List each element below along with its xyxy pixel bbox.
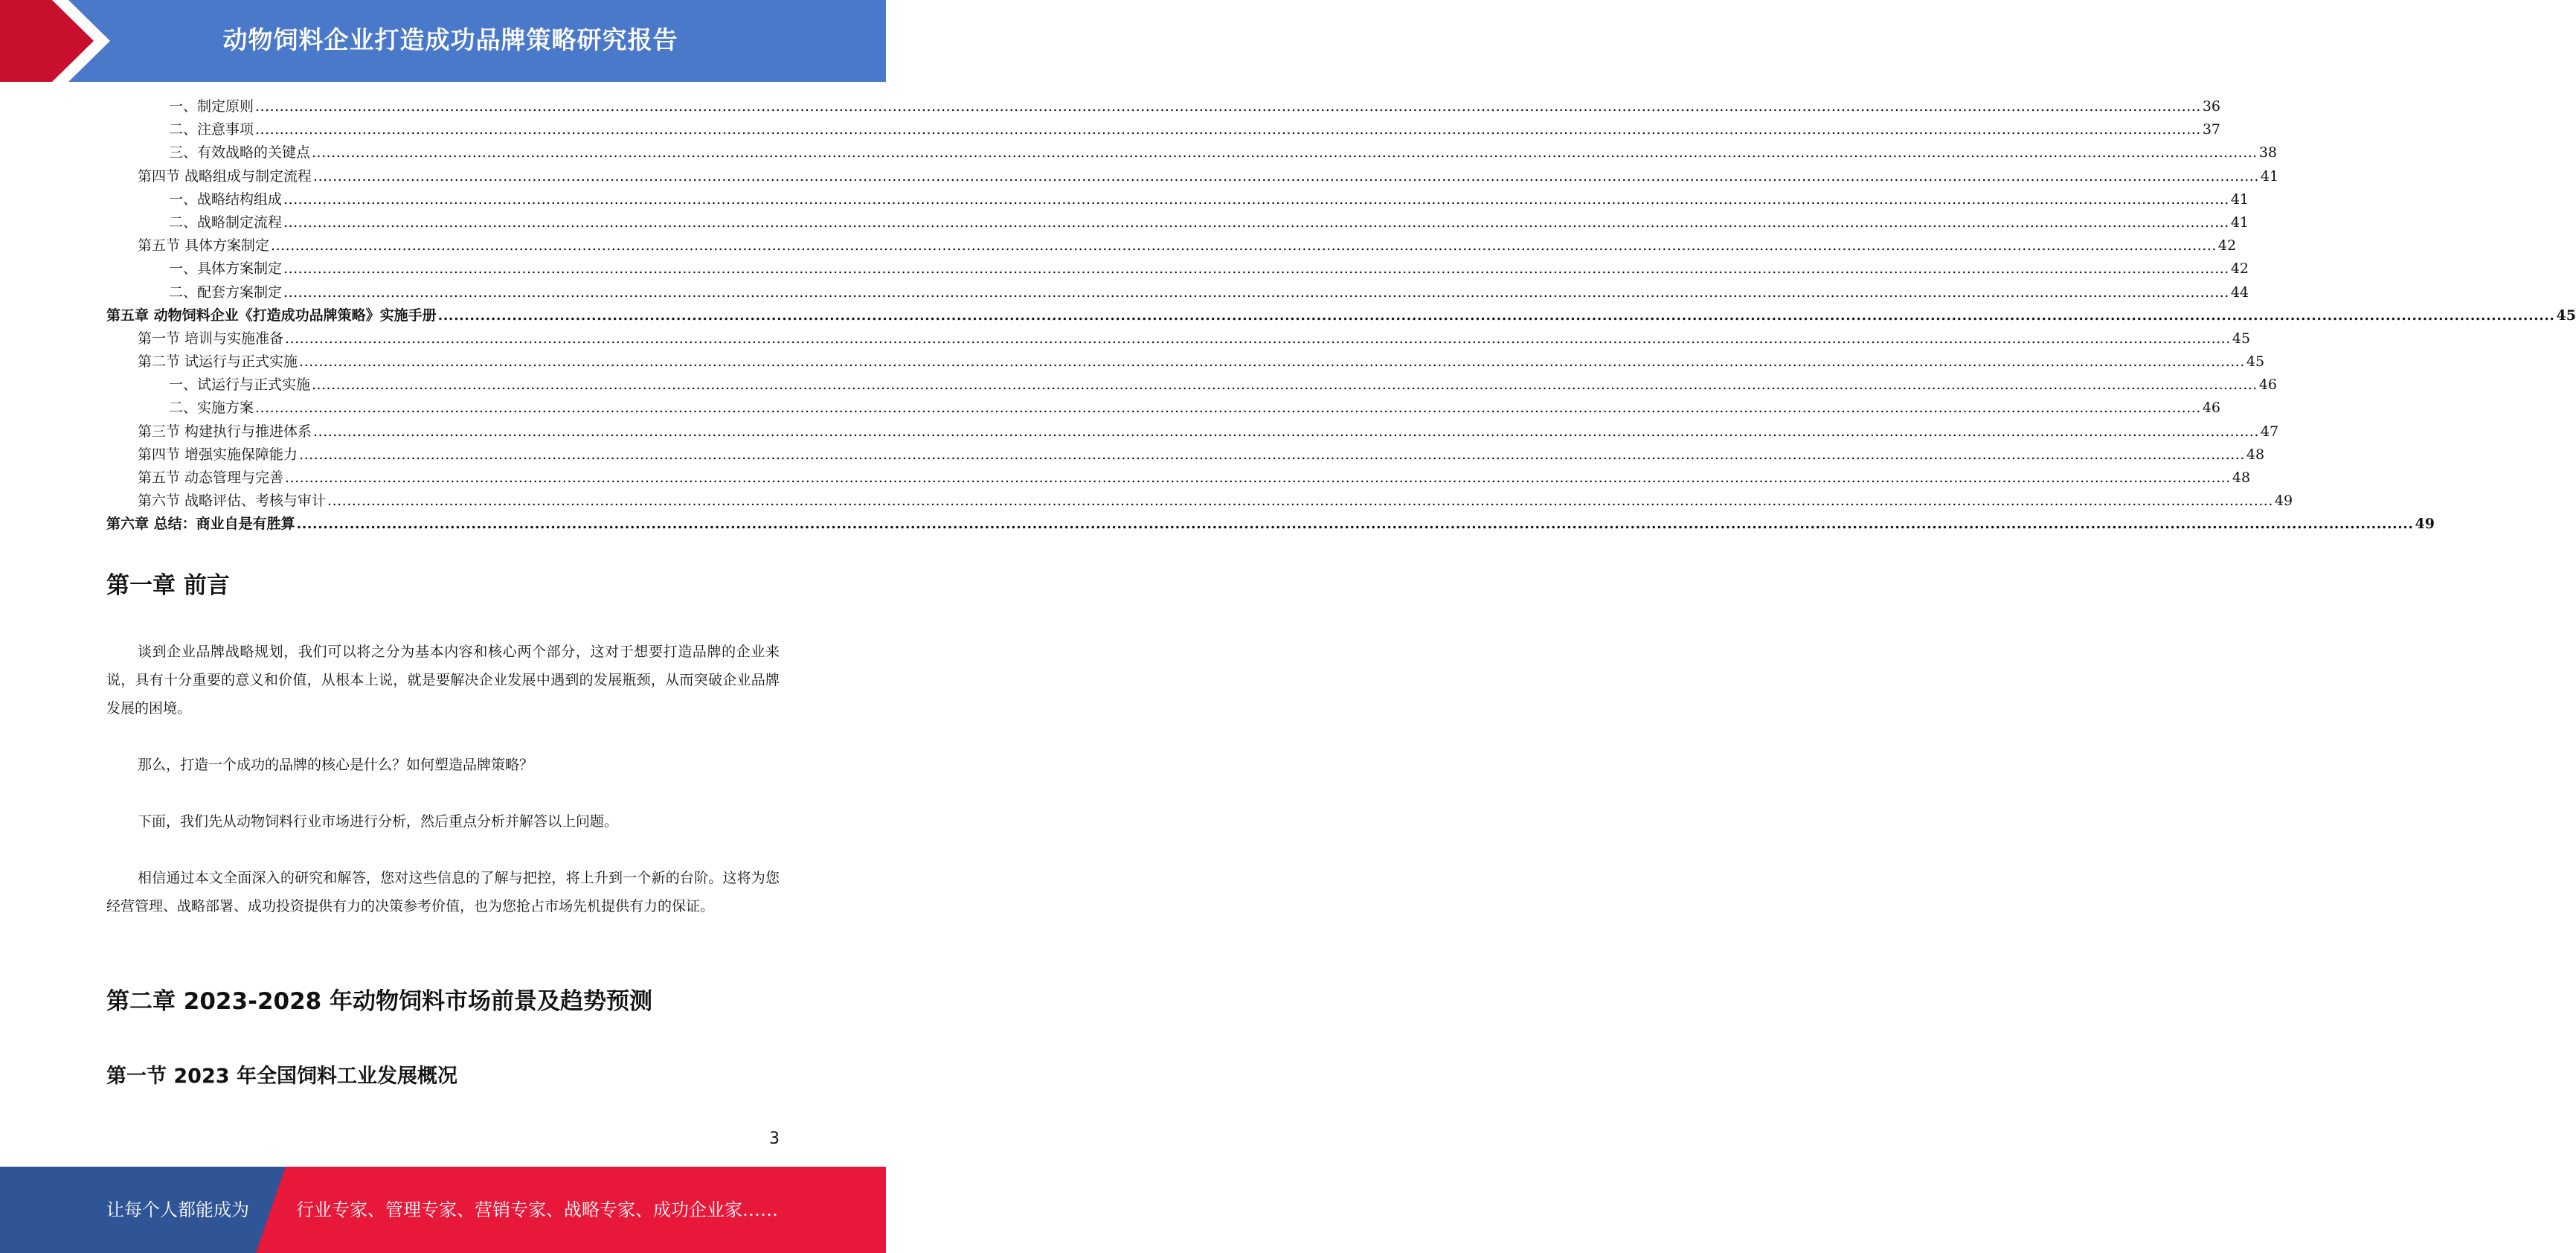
footer-slogan-left: 让每个人都能成为 — [106, 1199, 249, 1220]
toc-entry-page: 48 — [2246, 446, 2265, 463]
toc-entry-page: 49 — [2415, 516, 2435, 533]
chapter-1-title: 第一章 前言 — [106, 572, 230, 599]
toc-entry[interactable] — [106, 95, 2221, 118]
toc-entry-page: 41 — [2230, 190, 2249, 208]
toc-entry-label: 第四节 战略组成与制定流程 — [138, 167, 312, 185]
toc-dot-leader: ................................................................................................................................................................................................................................................................................................................................................................................................................ — [296, 516, 2414, 533]
toc-entry[interactable] — [106, 304, 2576, 327]
toc-entry-page: 41 — [2260, 167, 2279, 185]
toc-dot-leader: ................................................................................................................................................................................................................................................................................................................................................................................................................ — [299, 353, 2245, 371]
toc-entry-page: 42 — [2230, 260, 2249, 278]
paragraph-1: 谈到企业品牌战略规划，我们可以将之分为基本内容和核心两个部分，这对于想要打造品牌的企业来说，具有十分重要的意义和价值，从根本上说，就是要解决企业发展中遇到的发展瓶颈，从而突破企业品牌发展的困境。 — [106, 644, 780, 717]
paragraph-4: 相信通过本文全面深入的研究和解答，您对这些信息的了解与把控，将上升到一个新的台阶。这将为您经营管理、战略部署、成功投资提供有力的决策参考价值，也为您抢占市场先机提供有力的保证。 — [106, 870, 780, 914]
toc-entry-label: 二、注意事项 — [169, 121, 254, 138]
toc-entry[interactable] — [106, 141, 2278, 164]
toc-entry[interactable] — [106, 118, 2221, 141]
toc-dot-leader: ................................................................................................................................................................................................................................................................................................................................................................................................................ — [285, 470, 2231, 486]
toc-dot-leader: ................................................................................................................................................................................................................................................................................................................................................................................................................ — [285, 330, 2231, 347]
toc-entry[interactable] — [106, 374, 2278, 397]
toc-entry-page: 45 — [2232, 330, 2251, 347]
toc-entry-page: 45 — [2246, 353, 2265, 371]
toc-dot-leader: ................................................................................................................................................................................................................................................................................................................................................................................................................ — [255, 98, 2201, 115]
toc-entry-page: 41 — [2230, 214, 2249, 231]
toc-entry-page: 37 — [2202, 121, 2221, 138]
toc-entry-label: 第五节 具体方案制定 — [138, 237, 270, 254]
toc-dot-leader: ................................................................................................................................................................................................................................................................................................................................................................................................................ — [255, 400, 2201, 417]
toc-entry-label: 第三节 构建执行与推进体系 — [138, 423, 312, 440]
toc-entry-page: 44 — [2230, 283, 2249, 301]
toc-dot-leader: ................................................................................................................................................................................................................................................................................................................................................................................................................ — [327, 493, 2273, 510]
toc-entry[interactable] — [106, 281, 2249, 304]
toc-entry-label: 一、制定原则 — [169, 98, 254, 115]
toc-dot-leader: ................................................................................................................................................................................................................................................................................................................................................................................................................ — [271, 237, 2217, 254]
paragraph-2: 那么，打造一个成功的品牌的核心是什么？如何塑造品牌策略？ — [138, 757, 534, 773]
toc-entry[interactable] — [106, 490, 2293, 513]
toc-dot-leader: ................................................................................................................................................................................................................................................................................................................................................................................................................ — [313, 167, 2259, 185]
toc-entry-label: 第一节 培训与实施准备 — [138, 330, 284, 347]
toc-dot-leader: ................................................................................................................................................................................................................................................................................................................................................................................................................ — [313, 423, 2259, 440]
toc-dot-leader: ................................................................................................................................................................................................................................................................................................................................................................................................................ — [283, 190, 2229, 208]
toc-entry[interactable] — [106, 443, 2265, 467]
toc-entry[interactable] — [106, 257, 2249, 281]
page-number: 3 — [769, 1129, 780, 1148]
toc-entry[interactable] — [106, 211, 2249, 234]
toc-entry-page: 38 — [2258, 144, 2278, 161]
toc-entry-label: 二、配套方案制定 — [169, 283, 283, 301]
toc-dot-leader: ................................................................................................................................................................................................................................................................................................................................................................................................................ — [283, 214, 2229, 231]
toc-dot-leader: ................................................................................................................................................................................................................................................................................................................................................................................................................ — [255, 121, 2201, 138]
toc-entry-page: 46 — [2202, 400, 2221, 417]
toc-entry-page: 47 — [2260, 423, 2279, 440]
toc-entry-label: 第五章 动物饲料企业《打造成功品牌策略》实施手册 — [106, 307, 437, 324]
toc-entry[interactable] — [106, 513, 2435, 536]
section-1-title: 第一节 2023 年全国饲料工业发展概况 — [106, 1065, 457, 1088]
toc-dot-leader: ................................................................................................................................................................................................................................................................................................................................................................................................................ — [299, 446, 2245, 463]
toc-entry-label: 一、试运行与正式实施 — [169, 376, 311, 394]
toc-entry-label: 第六章 总结：商业自是有胜算 — [106, 516, 295, 533]
toc-entry-page: 45 — [2556, 307, 2576, 324]
toc-entry-label: 二、实施方案 — [169, 400, 254, 417]
toc-entry-label: 第二节 试运行与正式实施 — [138, 353, 298, 371]
toc-entry-page: 36 — [2202, 98, 2221, 115]
report-title: 动物饲料企业打造成功品牌策略研究报告 — [222, 25, 678, 54]
toc-dot-leader: ................................................................................................................................................................................................................................................................................................................................................................................................................ — [437, 307, 2555, 324]
toc-entry-label: 一、具体方案制定 — [169, 260, 283, 278]
toc-entry[interactable] — [106, 327, 2251, 350]
toc-entry[interactable] — [106, 165, 2279, 188]
toc-dot-leader: ................................................................................................................................................................................................................................................................................................................................................................................................................ — [283, 283, 2229, 301]
toc-entry[interactable] — [106, 420, 2279, 443]
toc-entry[interactable] — [106, 234, 2237, 257]
footer-band — [0, 1167, 886, 1253]
header-band — [0, 0, 886, 82]
toc-entry[interactable] — [106, 397, 2221, 420]
toc-dot-leader: ................................................................................................................................................................................................................................................................................................................................................................................................................ — [283, 260, 2229, 278]
toc-entry-label: 二、战略制定流程 — [169, 214, 283, 231]
toc-entry-label: 一、战略结构组成 — [169, 190, 283, 208]
toc-entry[interactable] — [106, 188, 2249, 211]
toc-entry-label: 第六节 战略评估、考核与审计 — [138, 493, 327, 510]
toc-entry-label: 第五节 动态管理与完善 — [138, 470, 284, 486]
footer-slogan-right: 行业专家、管理专家、营销专家、战略专家、成功企业家…… — [296, 1199, 778, 1220]
toc-entry[interactable] — [106, 467, 2251, 490]
chapter-2-title: 第二章 2023-2028 年动物饲料市场前景及趋势预测 — [106, 988, 653, 1015]
toc-entry-page: 49 — [2274, 493, 2293, 510]
toc-entry-label: 三、有效战略的关键点 — [169, 144, 311, 161]
toc-entry-page: 46 — [2258, 376, 2278, 394]
paragraph-3: 下面，我们先从动物饲料行业市场进行分析，然后重点分析并解答以上问题。 — [138, 813, 619, 830]
toc-entry-page: 42 — [2217, 237, 2237, 254]
toc-dot-leader: ................................................................................................................................................................................................................................................................................................................................................................................................................ — [312, 144, 2258, 161]
toc-entry[interactable] — [106, 350, 2265, 374]
toc-entry-label: 第四节 增强实施保障能力 — [138, 446, 298, 463]
toc-entry-page: 48 — [2232, 470, 2251, 486]
table-of-contents — [106, 95, 2576, 536]
toc-dot-leader: ................................................................................................................................................................................................................................................................................................................................................................................................................ — [312, 376, 2258, 394]
